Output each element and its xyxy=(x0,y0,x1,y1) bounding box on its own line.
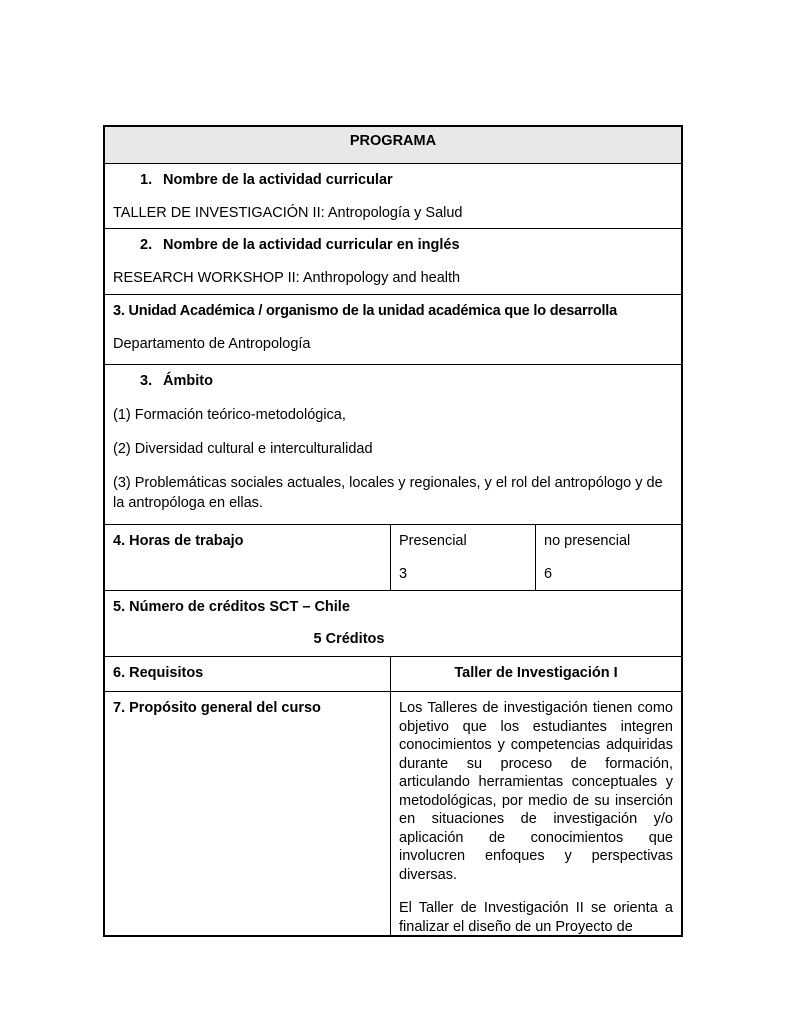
presencial-label: Presencial xyxy=(399,533,467,549)
table-header-row xyxy=(105,127,681,164)
presencial-value: 3 xyxy=(399,566,408,583)
heading-number: 1. xyxy=(140,172,153,188)
proposito-heading: 7. Propósito general del curso xyxy=(113,700,321,716)
ambito-item-1: (1) Formación teórico-metodológica, xyxy=(113,407,346,424)
creditos-heading: 5. Número de créditos SCT – Chile xyxy=(113,599,350,615)
proposito-paragraph-1: Los Talleres de investigación tienen como objetivo que los estudiantes integren conocimientos y competencias adquiridas durante su proceso de formación, articulando herramientas conceptuales y metodológicas, por medio de su inserción en situaciones de investigación y/o aplicación de conocimientos que involucren enfoques y perspectivas diversas. xyxy=(399,700,673,883)
row-proposito xyxy=(105,692,681,935)
row-unidad-academica xyxy=(105,295,681,365)
unidad-value: Departamento de Antropología xyxy=(113,336,311,353)
no-presencial-value: 6 xyxy=(544,566,553,583)
heading-text: Nombre de la actividad curricular en inglés xyxy=(163,237,460,253)
unidad-heading: 3. Unidad Académica / organismo de la unidad académica que lo desarrolla xyxy=(113,303,618,319)
program-title: PROGRAMA xyxy=(349,133,437,149)
row-horas-trabajo xyxy=(105,525,681,591)
row-nombre-actividad xyxy=(105,164,681,229)
row-ambito xyxy=(105,365,681,525)
heading-number: 2. xyxy=(140,237,153,253)
ambito-item-2: (2) Diversidad cultural e interculturalidad xyxy=(113,441,373,458)
nombre-ingles-heading xyxy=(113,236,673,255)
row-requisitos xyxy=(105,657,681,692)
heading-text: Nombre de la actividad curricular xyxy=(163,172,393,188)
ambito-item-3: (3) Problemáticas sociales actuales, locales y regionales, y el rol del antropólogo y de la antropóloga en ellas. xyxy=(113,475,663,511)
no-presencial-label: no presencial xyxy=(544,533,631,549)
heading-text: Ámbito xyxy=(163,373,213,389)
creditos-value: 5 Créditos xyxy=(313,631,385,648)
nombre-actividad-value: TALLER DE INVESTIGACIÓN II: Antropología y Salud xyxy=(113,205,463,222)
heading-number: 3. xyxy=(140,373,153,389)
requisitos-heading: 6. Requisitos xyxy=(113,665,204,681)
horas-heading: 4. Horas de trabajo xyxy=(113,533,244,549)
row-nombre-ingles xyxy=(105,229,681,295)
program-table xyxy=(103,125,683,937)
row-creditos xyxy=(105,591,681,657)
nombre-actividad-heading xyxy=(113,171,673,190)
ambito-heading xyxy=(113,372,673,391)
proposito-paragraph-2: El Taller de Investigación II se orienta a finalizar el diseño de un Proyecto de xyxy=(399,900,673,935)
nombre-ingles-value: RESEARCH WORKSHOP II: Anthropology and health xyxy=(113,270,461,287)
requisitos-value: Taller de Investigación I xyxy=(454,665,618,681)
